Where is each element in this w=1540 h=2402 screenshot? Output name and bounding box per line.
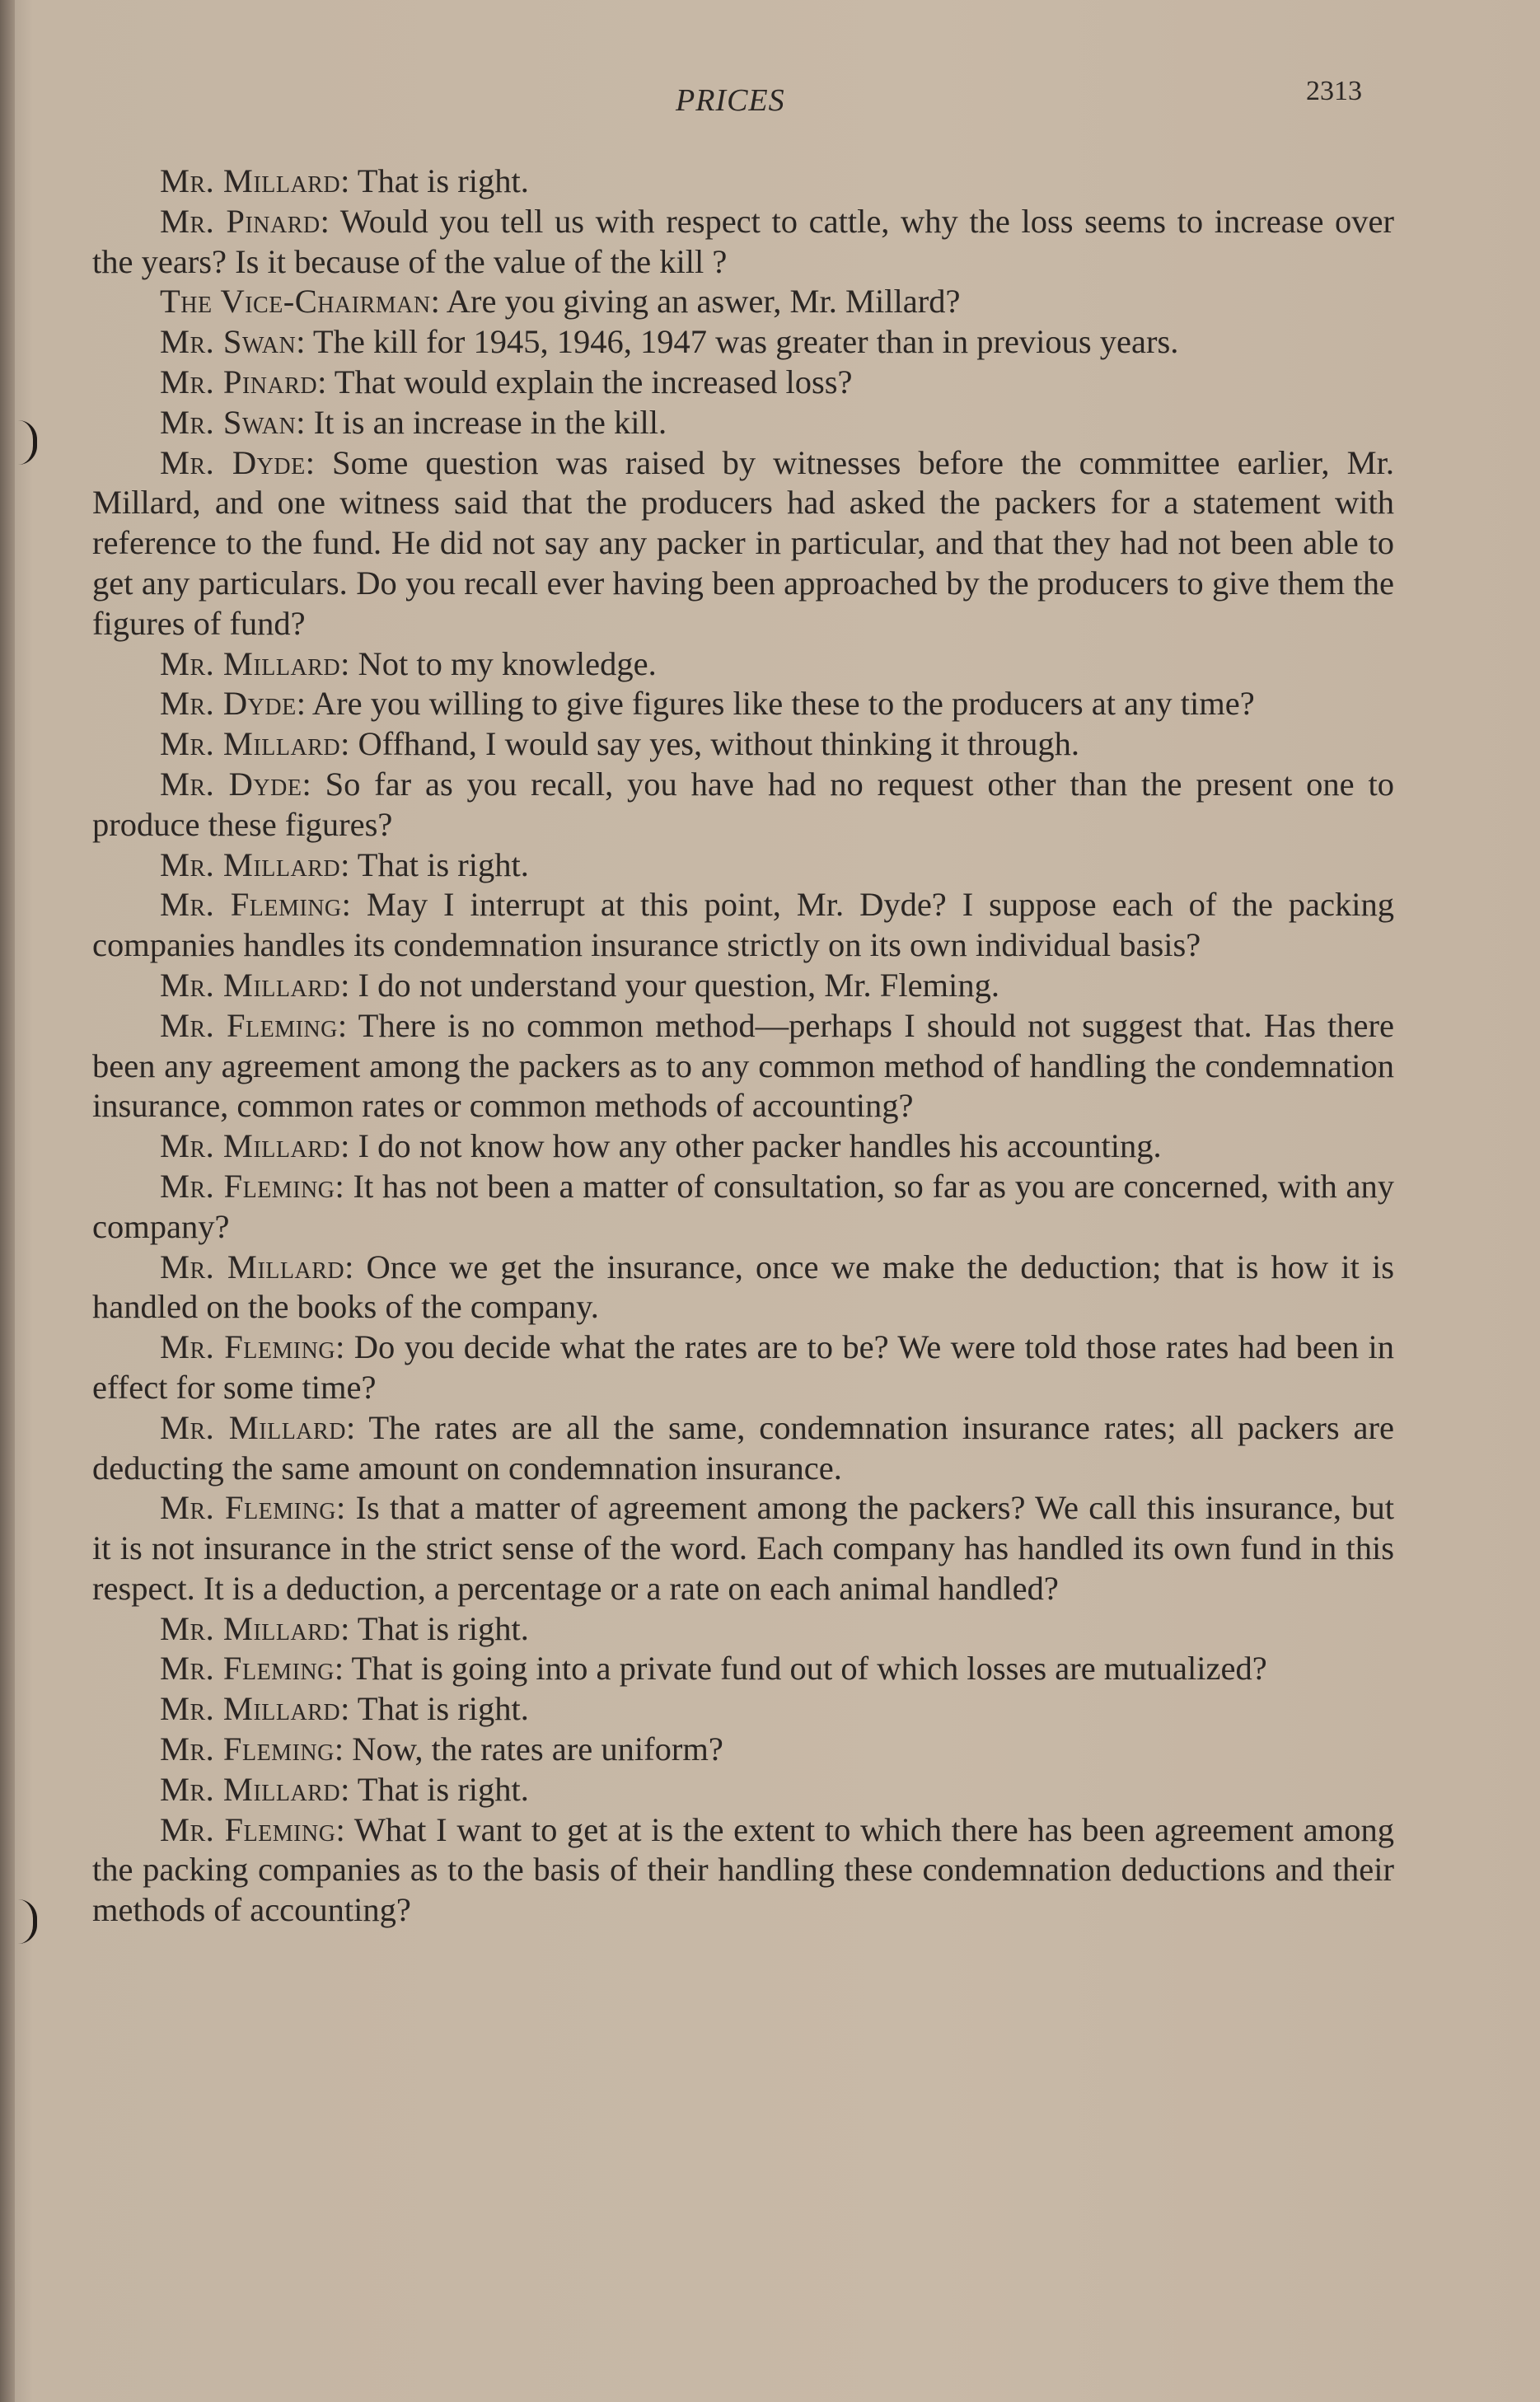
speaker-name: Mr. Swan xyxy=(160,323,297,361)
transcript-paragraph: Mr. Dyde: So far as you recall, you have had no request other than the present one to produce these figures? xyxy=(92,765,1394,843)
transcript-paragraph: Mr. Millard: That is right. xyxy=(160,1609,529,1647)
speech-text: Is that a matter of agreement among the packers? We call this insurance, but it is not insurance in the strict sense of the word. Each company has handled its own fund in this respect. It is a deduction, a percentage or a rate on each animal handled? xyxy=(92,1489,1394,1607)
transcript-paragraph: Mr. Millard: That is right. xyxy=(160,162,529,199)
speech-text: So far as you recall, you have had no request other than the present one to produce these figures? xyxy=(92,765,1394,843)
speech-text: That is right. xyxy=(357,1690,529,1728)
transcript-paragraph: Mr. Fleming: There is no common method—perhaps I should not suggest that. Has there been any agreement among the packers as to any common method of handling the condemnation insurance, common rates or common methods of accounting? xyxy=(92,1006,1394,1125)
speech-text: What I want to get at is the extent to which there has been agreement among the packing companies as to the basis of their handling these condemnation deductions and their methods of accounting? xyxy=(92,1810,1394,1929)
speech-text: I do not know how any other packer handles his accounting. xyxy=(358,1127,1162,1165)
margin-bracket-mark xyxy=(18,420,37,465)
speech-text: The rates are all the same, condemnation insurance rates; all packers are deducting the same amount on condemnation insurance. xyxy=(92,1408,1394,1487)
speech-text: There is no common method—perhaps I should not suggest that. Has there been any agreement among the packers as to any common method of handling the condemnation insurance, common rates or common methods of accounting? xyxy=(92,1006,1394,1125)
transcript-paragraph: The Vice-Chairman: Are you giving an aswer, Mr. Millard? xyxy=(160,283,961,321)
transcript-paragraph: Mr. Millard: I do not understand your question, Mr. Fleming. xyxy=(160,966,999,1004)
page-number: 2313 xyxy=(1306,76,1362,106)
speaker-name: Mr. Dyde xyxy=(160,685,297,723)
transcript-paragraph: Mr. Swan: The kill for 1945, 1946, 1947 was greater than in previous years. xyxy=(160,323,1179,361)
transcript-paragraph: Mr. Dyde: Some question was raised by witnesses before the committee earlier, Mr. Millard, and one witness said that the producers had asked the packers for a statement with reference to the fund. He did not say any packer in particular, and that they had not been able to get any particulars. Do you recall ever having been approached by the producers to give them the figures of fund? xyxy=(92,443,1394,642)
speech-text: That is right. xyxy=(357,845,529,883)
speaker-name: Mr. Fleming xyxy=(160,1730,335,1768)
transcript-paragraph: Mr. Millard: That is right. xyxy=(160,845,529,883)
speech-text: The kill for 1945, 1946, 1947 was greater than in previous years. xyxy=(312,323,1179,361)
speaker-name: Mr. Fleming xyxy=(160,1167,335,1205)
speaker-name: Mr. Millard xyxy=(160,1770,341,1808)
transcript-body xyxy=(92,162,1394,1931)
transcript-paragraph: Mr. Millard: I do not know how any other packer handles his accounting. xyxy=(160,1127,1162,1165)
speaker-name: The Vice-Chairman xyxy=(160,283,431,321)
transcript-paragraph: Mr. Swan: It is an increase in the kill. xyxy=(160,403,667,441)
transcript-paragraph: Mr. Fleming: What I want to get at is the extent to which there has been agreement among the packing companies as to the basis of their handling these condemnation deductions and their methods of accounting? xyxy=(92,1810,1394,1929)
speaker-name: Mr. Fleming xyxy=(160,1489,336,1527)
speaker-name: Mr. Fleming xyxy=(160,1328,336,1366)
speaker-name: Mr. Dyde xyxy=(160,443,306,481)
speaker-name: Mr. Millard xyxy=(160,1690,341,1728)
transcript-paragraph: Mr. Fleming: That is going into a private fund out of which losses are mutualized? xyxy=(160,1650,1267,1688)
transcript-paragraph: Mr. Millard: The rates are all the same, condemnation insurance rates; all packers are deducting the same amount on condemnation insurance. xyxy=(92,1408,1394,1487)
speech-text: That is going into a private fund out of which losses are mutualized? xyxy=(351,1650,1267,1688)
speaker-name: Mr. Fleming xyxy=(160,1006,338,1044)
speaker-name: Mr. Millard xyxy=(160,725,341,763)
speech-text: That is right. xyxy=(357,1770,529,1808)
transcript-paragraph: Mr. Pinard: That would explain the increased loss? xyxy=(160,363,853,400)
speaker-name: Mr. Dyde xyxy=(160,765,302,803)
speech-text: Do you decide what the rates are to be? We were told those rates had been in effect for some time? xyxy=(92,1328,1395,1406)
transcript-paragraph: Mr. Millard: Offhand, I would say yes, without thinking it through. xyxy=(160,725,1080,763)
speaker-name: Mr. Fleming xyxy=(160,1810,336,1848)
speaker-name: Mr. Swan xyxy=(160,403,297,441)
transcript-paragraph: Mr. Fleming: May I interrupt at this point, Mr. Dyde? I suppose each of the packing companies handles its condemnation insurance strictly on its own individual basis? xyxy=(92,886,1394,964)
transcript-paragraph: Mr. Millard: Not to my knowledge. xyxy=(160,644,657,682)
speech-text: That is right. xyxy=(357,1609,529,1647)
margin-bracket-mark xyxy=(18,1899,37,1944)
speech-text: Are you willing to give figures like these to the producers at any time? xyxy=(311,685,1255,723)
speech-text: That would explain the increased loss? xyxy=(334,363,853,400)
transcript-paragraph: Mr. Fleming: It has not been a matter of consultation, so far as you are concerned, with any company? xyxy=(92,1167,1394,1245)
speaker-name: Mr. Millard xyxy=(160,644,341,682)
speaker-name: Mr. Pinard xyxy=(160,363,318,400)
speaker-name: Mr. Fleming xyxy=(160,1650,335,1688)
speech-text: Are you giving an aswer, Mr. Millard? xyxy=(446,283,961,321)
speech-text: Some question was raised by witnesses before the committee earlier, Mr. Millard, and one witness said that the producers had asked the packers for a statement with reference to the fund. He did not say any packer in particular, and that they had not been able to get any particulars. Do you recall ever having been approached by the producers to give them the figures of fund? xyxy=(92,443,1394,642)
speech-text: May I interrupt at this point, Mr. Dyde? I suppose each of the packing companies handles its condemnation insurance strictly on its own individual basis? xyxy=(92,886,1394,964)
speaker-name: Mr. Millard xyxy=(160,1609,341,1647)
speech-text: It has not been a matter of consultation, so far as you are concerned, with any company? xyxy=(92,1167,1394,1245)
speech-text: It is an increase in the kill. xyxy=(313,403,667,441)
transcript-paragraph: Mr. Fleming: Is that a matter of agreement among the packers? We call this insurance, but it is not insurance in the strict sense of the word. Each company has handled its own fund in this respect. It is a deduction, a percentage or a rate on each animal handled? xyxy=(92,1489,1394,1607)
running-head: PRICES xyxy=(676,83,785,118)
speaker-name: Mr. Pinard xyxy=(160,202,321,240)
speech-text: Offhand, I would say yes, without thinking it through. xyxy=(358,725,1080,763)
transcript-paragraph: Mr. Pinard: Would you tell us with respect to cattle, why the loss seems to increase over the years? Is it because of the value of the kill ? xyxy=(92,202,1394,280)
speaker-name: Mr. Millard xyxy=(160,966,341,1004)
transcript-paragraph: Mr. Millard: That is right. xyxy=(160,1690,529,1728)
speaker-name: Mr. Millard xyxy=(160,1127,341,1165)
transcript-paragraph: Mr. Fleming: Now, the rates are uniform? xyxy=(160,1730,723,1768)
speaker-name: Mr. Millard xyxy=(160,845,341,883)
speaker-name: Mr. Millard xyxy=(160,1408,346,1446)
speech-text: That is right. xyxy=(357,162,529,199)
speech-text: I do not understand your question, Mr. Fleming. xyxy=(358,966,999,1004)
speech-text: Now, the rates are uniform? xyxy=(352,1730,723,1768)
transcript-paragraph: Mr. Fleming: Do you decide what the rates are to be? We were told those rates had been in effect for some time? xyxy=(92,1328,1395,1406)
speaker-name: Mr. Millard xyxy=(160,1248,345,1285)
book-spine xyxy=(0,0,15,2402)
speech-text: Once we get the insurance, once we make the deduction; that is how it is handled on the books of the company. xyxy=(92,1248,1394,1326)
speech-text: Not to my knowledge. xyxy=(358,644,657,682)
transcript-paragraph: Mr. Dyde: Are you willing to give figures like these to the producers at any time? xyxy=(160,685,1255,723)
transcript-paragraph: Mr. Millard: Once we get the insurance, once we make the deduction; that is how it is handled on the books of the company. xyxy=(92,1248,1394,1326)
speech-text: Would you tell us with respect to cattle, why the loss seems to increase over the years? Is it because of the value of the kill ? xyxy=(92,202,1394,280)
transcript-paragraph: Mr. Millard: That is right. xyxy=(160,1770,529,1808)
speaker-name: Mr. Millard xyxy=(160,162,341,199)
speaker-name: Mr. Fleming xyxy=(160,886,342,924)
